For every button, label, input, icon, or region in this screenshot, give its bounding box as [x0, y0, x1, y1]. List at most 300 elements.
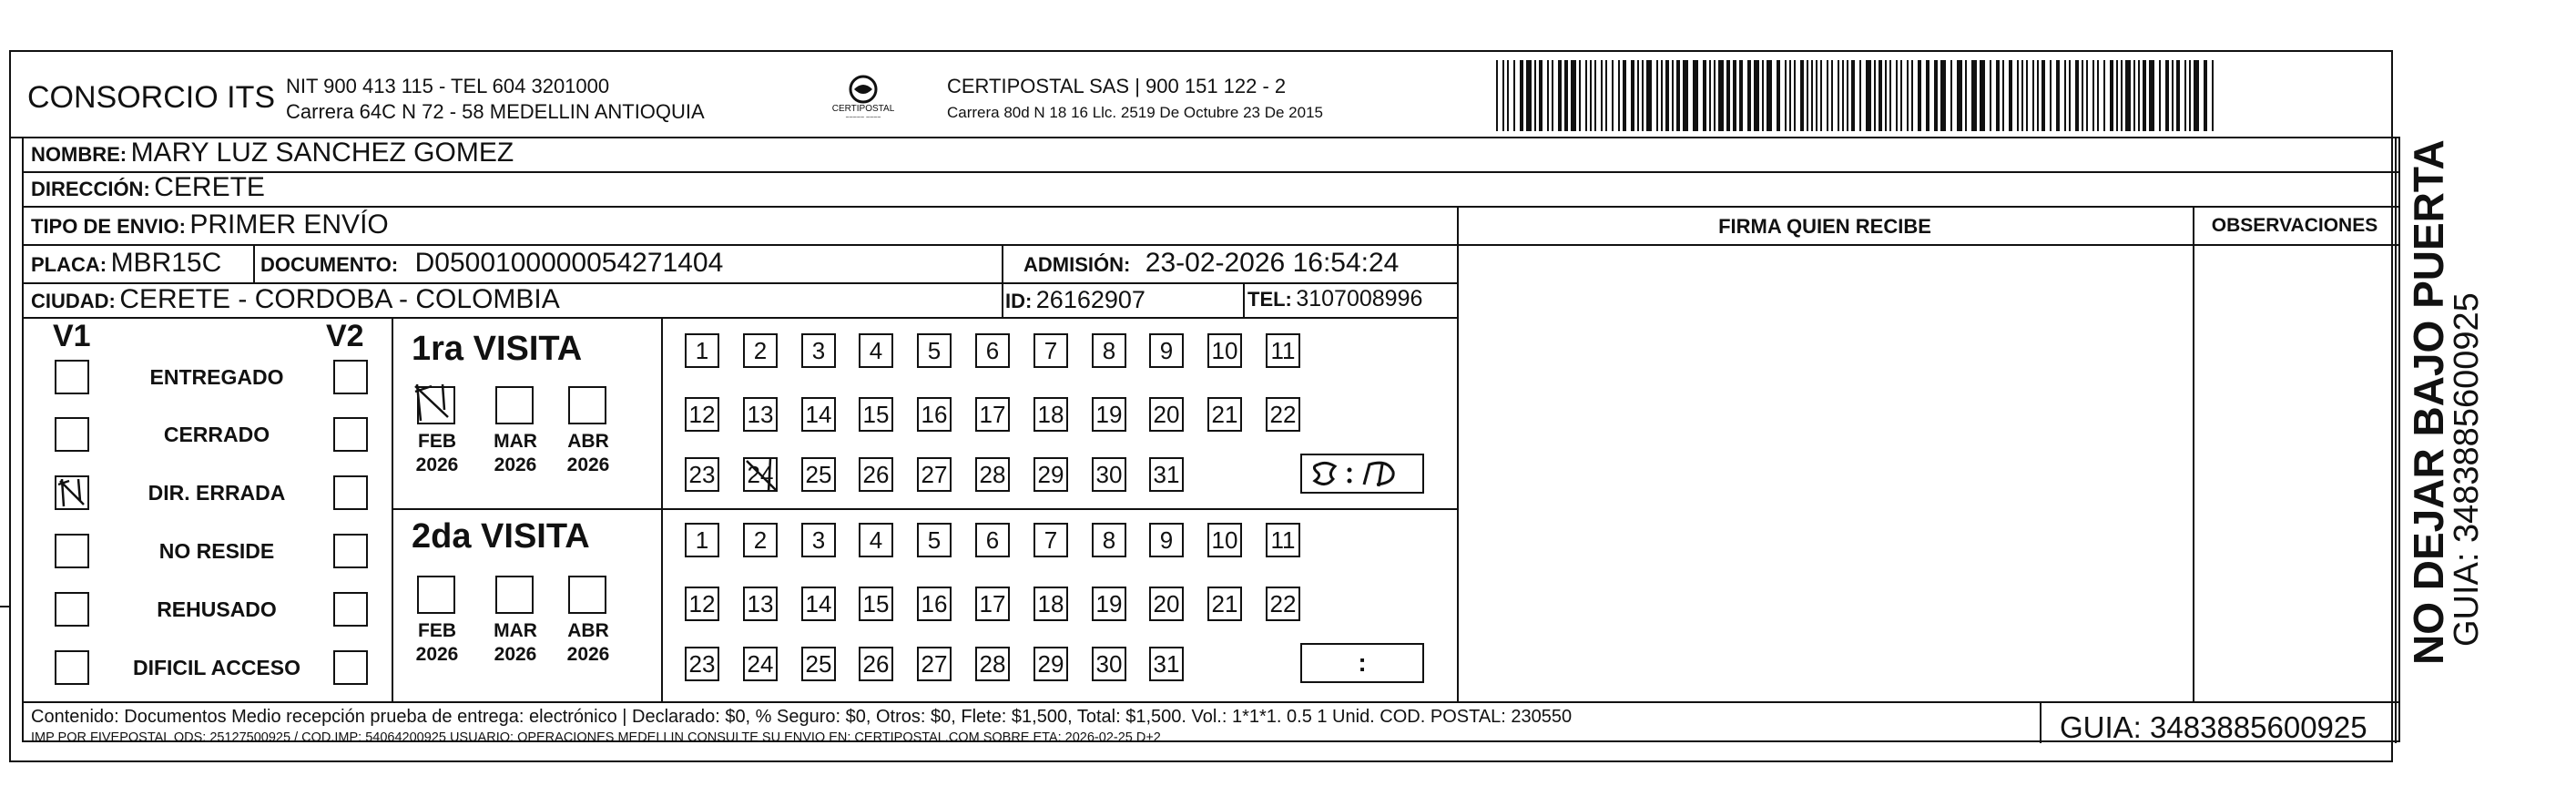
- second-visit-day-19[interactable]: [1092, 587, 1126, 621]
- barcode-bar: [1733, 60, 1736, 131]
- second-visit-month-year: 2026: [415, 644, 459, 665]
- barcode-bar: [1520, 60, 1523, 131]
- first-visit-day-label: 25: [805, 460, 832, 488]
- first-visit-month-name: FEB: [418, 431, 456, 452]
- barcode-bar: [1612, 60, 1614, 131]
- barcode-bar: [2176, 60, 2180, 131]
- nit-line-2: Carrera 64C N 72 - 58 MEDELLIN ANTIOQUIA: [286, 100, 705, 123]
- first-visit-day-label: 13: [747, 400, 774, 428]
- first-visit-day-label: 1: [695, 336, 709, 364]
- v2-checkbox-dificil-acceso[interactable]: [333, 650, 368, 685]
- second-visit-day-label: 30: [1095, 649, 1123, 678]
- first-visit-day-21[interactable]: [1207, 397, 1242, 432]
- second-visit-day-30[interactable]: [1092, 647, 1126, 681]
- barcode-bar: [1851, 60, 1855, 131]
- barcode-bar: [2064, 60, 2066, 131]
- rule: [2040, 703, 2041, 743]
- handwritten-time-mark: [1306, 457, 1422, 492]
- barcode-bar: [1502, 60, 1504, 131]
- first-visit-month-label-abr: [561, 430, 616, 477]
- first-visit-day-5[interactable]: [917, 333, 952, 368]
- first-visit-day-30[interactable]: [1092, 457, 1126, 492]
- barcode-bar: [1866, 60, 1871, 131]
- barcode-bar: [1996, 60, 2000, 131]
- barcode-bar: [1693, 60, 1698, 131]
- first-visit-day-label: 11: [1270, 336, 1296, 364]
- barcode-bar: [1831, 60, 1833, 131]
- first-visit-day-25[interactable]: [801, 457, 836, 492]
- second-visit-day-31[interactable]: [1149, 647, 1184, 681]
- barcode-bar: [1990, 60, 1991, 131]
- first-visit-time-box[interactable]: [1300, 454, 1424, 494]
- tel-value: 3107008996: [1296, 286, 1423, 311]
- second-visit-day-7[interactable]: [1033, 523, 1068, 557]
- barcode-bar: [1957, 60, 1962, 131]
- rule: [22, 244, 1459, 246]
- first-visit-day-label: 4: [869, 336, 883, 364]
- barcode-bar: [2017, 60, 2019, 131]
- first-visit-day-9[interactable]: [1149, 333, 1184, 368]
- second-visit-day-label: 20: [1153, 589, 1180, 617]
- second-visit-day-label: 15: [862, 589, 890, 617]
- second-visit-month-checkbox-abr[interactable]: [568, 576, 606, 614]
- second-visit-day-20[interactable]: [1149, 587, 1184, 621]
- first-visit-day-23[interactable]: [685, 457, 719, 492]
- barcode-bar: [2125, 60, 2131, 131]
- second-visit-day-label: 9: [1159, 526, 1174, 554]
- first-visit-day-18[interactable]: [1033, 397, 1068, 432]
- barcode-bar: [1980, 60, 1985, 131]
- first-visit-day-6[interactable]: [975, 333, 1010, 368]
- barcode-bar: [2097, 60, 2099, 131]
- first-visit-day-label: 8: [1102, 336, 1116, 364]
- first-visit-day-11[interactable]: [1266, 333, 1300, 368]
- firma-header: FIRMA QUIEN RECIBE: [1718, 215, 1931, 238]
- barcode-bar: [1718, 60, 1724, 131]
- v2-checkbox-rehusado[interactable]: [333, 592, 368, 627]
- first-visit-day-19[interactable]: [1092, 397, 1126, 432]
- v2-checkbox-no-reside[interactable]: [333, 534, 368, 568]
- rule: [2193, 206, 2194, 703]
- barcode-bar: [1794, 60, 1796, 131]
- second-visit-day-10[interactable]: [1207, 523, 1242, 557]
- margin-tick: [0, 606, 9, 607]
- rule: [392, 508, 1459, 510]
- second-visit-day-label: 3: [811, 526, 826, 554]
- second-visit-month-name: MAR: [494, 620, 537, 641]
- second-visit-day-13[interactable]: [743, 587, 778, 621]
- barcode-bar: [1672, 60, 1674, 131]
- first-visit-day-16[interactable]: [917, 397, 952, 432]
- barcode-bar: [1816, 60, 1817, 131]
- barcode-bar: [2138, 60, 2140, 131]
- second-visit-day-label: 5: [927, 526, 942, 554]
- second-visit-day-8[interactable]: [1092, 523, 1126, 557]
- nit-line-1: NIT 900 413 115 - TEL 604 3201000: [286, 75, 610, 97]
- second-visit-month-name: ABR: [567, 620, 609, 641]
- second-visit-month-year: 2026: [494, 644, 537, 665]
- tel-label: TEL:: [1247, 288, 1292, 311]
- status-label-entregado: ENTREGADO: [149, 365, 284, 389]
- barcode-bar: [2116, 60, 2118, 131]
- barcode-bar: [1683, 60, 1688, 131]
- barcode-bar: [1926, 60, 1929, 131]
- v1-header: V1: [53, 319, 91, 353]
- barcode-bar: [1726, 60, 1730, 131]
- barcode-bar: [1807, 60, 1808, 131]
- first-visit-month-year: 2026: [494, 454, 537, 475]
- first-visit-day-label: 31: [1153, 460, 1180, 488]
- barcode-bar: [1842, 60, 1844, 131]
- rule: [2395, 137, 2397, 743]
- v1-checkbox-no-reside[interactable]: [55, 534, 89, 568]
- barcode-bar: [1767, 60, 1772, 131]
- direccion-row: [31, 172, 265, 203]
- tipo-envio-label: TIPO DE ENVIO:: [31, 215, 186, 238]
- second-visit-day-4[interactable]: [859, 523, 893, 557]
- barcode-bar: [2026, 60, 2028, 131]
- first-visit-day-label: 30: [1095, 460, 1123, 488]
- first-visit-day-label: 24: [747, 460, 774, 488]
- v2-checkbox-entregado[interactable]: [333, 360, 368, 394]
- second-visit-day-26[interactable]: [859, 647, 893, 681]
- barcode-bar: [1605, 60, 1607, 131]
- first-visit-title: 1ra VISITA: [412, 330, 583, 368]
- second-visit-day-label: 17: [979, 589, 1006, 617]
- rule: [22, 206, 2400, 208]
- barcode-bar: [2056, 60, 2060, 131]
- second-visit-day-label: 18: [1037, 589, 1064, 617]
- second-visit-day-18[interactable]: [1033, 587, 1068, 621]
- barcode-bar: [1800, 60, 1804, 131]
- second-visit-day-23[interactable]: [685, 647, 719, 681]
- second-visit-day-11[interactable]: [1266, 523, 1300, 557]
- barcode-bar: [1896, 60, 1898, 131]
- first-visit-day-20[interactable]: [1149, 397, 1184, 432]
- barcode-bar: [2110, 60, 2113, 131]
- second-visit-day-5[interactable]: [917, 523, 952, 557]
- second-visit-day-14[interactable]: [801, 587, 836, 621]
- id-label: ID:: [1005, 290, 1033, 312]
- first-visit-day-7[interactable]: [1033, 333, 1068, 368]
- barcode-bar: [2032, 60, 2034, 131]
- first-visit-day-2[interactable]: [743, 333, 778, 368]
- second-visit-day-label: 25: [805, 649, 832, 678]
- footer-line-1: Contenido: Documentos Medio recepción prueba de entrega: electrónico | Declarado: $0, % Seguro: $0, Otros: $0, Flete: $1,500, Total: $1,500. Vol.: 1*1*1. 0.5 1 Unid. COD. POSTAL: 230550: [31, 707, 1573, 727]
- first-visit-day-29[interactable]: [1033, 457, 1068, 492]
- barcode-bar: [1703, 60, 1706, 131]
- barcode-bar: [1539, 60, 1543, 131]
- barcode-bar: [2103, 60, 2105, 131]
- second-visit-day-29[interactable]: [1033, 647, 1068, 681]
- barcode-bar: [2050, 60, 2052, 131]
- first-visit-day-15[interactable]: [859, 397, 893, 432]
- v1-checkbox-dir-errada[interactable]: [55, 475, 89, 510]
- id-row: [1005, 286, 1145, 314]
- second-visit-day-12[interactable]: [685, 587, 719, 621]
- barcode-bar: [1918, 60, 1921, 131]
- rule: [1002, 244, 1003, 319]
- second-visit-time-box[interactable]: [1300, 643, 1424, 683]
- barcode-bar: [1623, 60, 1626, 131]
- barcode-bar: [1656, 60, 1658, 131]
- second-visit-day-17[interactable]: [975, 587, 1010, 621]
- rule: [1457, 206, 1459, 703]
- ciudad-label: CIUDAD:: [31, 290, 116, 312]
- admision-row: [1023, 248, 1399, 279]
- status-label-cerrado: CERRADO: [163, 423, 270, 446]
- first-visit-day-31[interactable]: [1149, 457, 1184, 492]
- certipostal-logo: [827, 73, 900, 126]
- first-visit-day-label: 16: [921, 400, 948, 428]
- barcode-bar: [1934, 60, 1938, 131]
- first-visit-day-27[interactable]: [917, 457, 952, 492]
- barcode-bar: [2009, 60, 2012, 131]
- barcode-bar: [1971, 60, 1977, 131]
- tipo-envio-value: PRIMER ENVÍO: [189, 209, 389, 240]
- second-visit-day-9[interactable]: [1149, 523, 1184, 557]
- second-visit-month-checkbox-mar[interactable]: [495, 576, 534, 614]
- v1-checkbox-dificil-acceso[interactable]: [55, 650, 89, 685]
- barcode-bar: [2082, 60, 2083, 131]
- first-visit-day-13[interactable]: [743, 397, 778, 432]
- tipo-envio-row: [31, 209, 389, 240]
- barcode-bar: [1585, 60, 1587, 131]
- first-visit-day-label: 19: [1095, 400, 1123, 428]
- barcode-bar: [1534, 60, 1536, 131]
- no-dejar-warning: NO DEJAR BAJO PUERTA: [2405, 139, 2452, 665]
- second-visit-day-27[interactable]: [917, 647, 952, 681]
- first-visit-day-14[interactable]: [801, 397, 836, 432]
- first-visit-day-label: 27: [921, 460, 948, 488]
- second-visit-day-22[interactable]: [1266, 587, 1300, 621]
- cross-mark-icon: [743, 457, 779, 494]
- second-visit-day-16[interactable]: [917, 587, 952, 621]
- first-visit-month-label-feb: [410, 430, 464, 477]
- second-visit-day-25[interactable]: [801, 647, 836, 681]
- first-visit-day-8[interactable]: [1092, 333, 1126, 368]
- second-visit-day-label: 10: [1211, 526, 1238, 554]
- first-visit-day-label: 26: [862, 460, 890, 488]
- barcode-bar: [2069, 60, 2071, 131]
- placa-label: PLACA:: [31, 253, 107, 276]
- first-visit-day-label: 21: [1211, 400, 1238, 428]
- second-visit-day-label: 1: [695, 526, 709, 554]
- second-visit-day-2[interactable]: [743, 523, 778, 557]
- barcode-bar: [1676, 60, 1680, 131]
- first-visit-day-28[interactable]: [975, 457, 1010, 492]
- company-name: CONSORCIO ITS: [27, 80, 276, 115]
- barcode-bar: [1874, 60, 1876, 131]
- barcode-bar: [1714, 60, 1716, 131]
- first-visit-day-1[interactable]: [685, 333, 719, 368]
- v1-checkbox-rehusado[interactable]: [55, 592, 89, 627]
- second-visit-day-label: 7: [1044, 526, 1058, 554]
- barcode-bar: [1513, 60, 1515, 131]
- barcode-bar: [1811, 60, 1813, 131]
- barcode-bar: [1907, 60, 1909, 131]
- second-visit-day-21[interactable]: [1207, 587, 1242, 621]
- barcode-bar: [1601, 60, 1603, 131]
- barcode-bar: [1665, 60, 1669, 131]
- barcode-bar: [1911, 60, 1913, 131]
- first-visit-day-label: 23: [688, 460, 716, 488]
- second-visit-day-3[interactable]: [801, 523, 836, 557]
- barcode-bar: [1646, 60, 1652, 131]
- rule: [392, 317, 393, 703]
- first-visit-day-label: 2: [753, 336, 768, 364]
- barcode-bar: [1820, 60, 1822, 131]
- second-visit-day-label: 8: [1102, 526, 1116, 554]
- barcode-bar: [1496, 60, 1498, 131]
- barcode-bar: [2021, 60, 2023, 131]
- barcode-bar: [1507, 60, 1509, 131]
- second-visit-day-label: 26: [862, 649, 890, 678]
- barcode-bar: [1590, 60, 1592, 131]
- ciudad-value: CERETE - CORDOBA - COLOMBIA: [119, 284, 560, 314]
- barcode-bar: [1859, 60, 1861, 131]
- admision-value: 23-02-2026 16:54:24: [1145, 248, 1400, 278]
- second-visit-day-24[interactable]: [743, 647, 778, 681]
- first-visit-day-10[interactable]: [1207, 333, 1242, 368]
- second-visit-day-28[interactable]: [975, 647, 1010, 681]
- barcode-bar: [1579, 60, 1581, 131]
- second-visit-month-checkbox-feb[interactable]: [417, 576, 455, 614]
- nombre-value: MARY LUZ SANCHEZ GOMEZ: [130, 138, 514, 168]
- placa-value: MBR15C: [110, 248, 222, 278]
- first-visit-day-12[interactable]: [685, 397, 719, 432]
- rule: [1457, 244, 2400, 246]
- first-visit-day-label: 10: [1211, 336, 1238, 364]
- second-visit-day-1[interactable]: [685, 523, 719, 557]
- certipostal-line-2: Carrera 80d N 18 16 Llc. 2519 De Octubre 23 De 2015: [947, 104, 1323, 121]
- documento-label: DOCUMENTO:: [260, 253, 399, 276]
- first-visit-month-checkbox-abr[interactable]: [568, 386, 606, 424]
- second-visit-day-label: 24: [747, 649, 774, 678]
- barcode-bar: [1558, 60, 1562, 131]
- v1-checkbox-cerrado[interactable]: [55, 417, 89, 452]
- barcode-bar: [2121, 60, 2123, 131]
- second-visit-month-label-mar: [488, 619, 543, 667]
- second-visit-month-label-feb: [410, 619, 464, 667]
- barcode-bar: [1762, 60, 1764, 131]
- first-visit-day-label: 20: [1153, 400, 1180, 428]
- first-visit-day-3[interactable]: [801, 333, 836, 368]
- second-visit-day-label: 31: [1153, 649, 1180, 678]
- barcode-bar: [1889, 60, 1891, 131]
- barcode-bar: [2212, 60, 2214, 131]
- status-label-rehusado: REHUSADO: [157, 597, 277, 621]
- first-visit-day-label: 28: [979, 460, 1006, 488]
- second-visit-day-label: 23: [688, 649, 716, 678]
- second-visit-day-label: 4: [869, 526, 883, 554]
- barcode-bar: [1526, 60, 1532, 131]
- barcode-bar: [2092, 60, 2094, 131]
- second-visit-day-label: 21: [1211, 589, 1238, 617]
- second-visit-day-label: 29: [1037, 649, 1064, 678]
- barcode-bar: [2133, 60, 2135, 131]
- second-visit-day-label: 14: [805, 589, 832, 617]
- status-label-dir-errada: DIR. ERRADA: [148, 481, 286, 505]
- second-visit-day-label: 12: [688, 589, 716, 617]
- second-visit-day-6[interactable]: [975, 523, 1010, 557]
- second-visit-month-year: 2026: [566, 644, 610, 665]
- barcode-bar: [1637, 60, 1639, 131]
- second-visit-month-name: FEB: [418, 620, 456, 641]
- first-visit-day-label: 7: [1044, 336, 1058, 364]
- observaciones-header: OBSERVACIONES: [2211, 215, 2378, 236]
- first-visit-month-year: 2026: [415, 454, 459, 475]
- first-visit-day-label: 14: [805, 400, 832, 428]
- barcode-bar: [1571, 60, 1576, 131]
- barcode-bar: [2002, 60, 2004, 131]
- second-visit-day-label: 19: [1095, 589, 1123, 617]
- first-visit-day-17[interactable]: [975, 397, 1010, 432]
- barcode-bar: [1777, 60, 1780, 131]
- footer-guia: GUIA: 3483885600925: [2060, 710, 2367, 744]
- second-visit-month-label-abr: [561, 619, 616, 667]
- barcode-bar: [1618, 60, 1620, 131]
- ciudad-row: [31, 284, 560, 315]
- barcode-bar: [1785, 60, 1787, 131]
- tel-row: [1247, 286, 1422, 312]
- barcode-bar: [1879, 60, 1882, 131]
- first-visit-day-24[interactable]: [743, 457, 778, 492]
- barcode-bar: [1847, 60, 1848, 131]
- logo-text: CERTIPOSTAL: [831, 104, 895, 114]
- first-visit-month-name: MAR: [494, 431, 537, 452]
- v2-checkbox-dir-errada[interactable]: [333, 475, 368, 510]
- barcode-bar: [2184, 60, 2186, 131]
- v2-checkbox-cerrado[interactable]: [333, 417, 368, 452]
- rule: [1243, 282, 1245, 319]
- certipostal-line-1: CERTIPOSTAL SAS | 900 151 122 - 2: [947, 75, 1287, 97]
- barcode-bar: [1789, 60, 1791, 131]
- first-visit-day-label: 5: [927, 336, 942, 364]
- direccion-label: DIRECCIÓN:: [31, 178, 150, 200]
- barcode-bar: [1739, 60, 1743, 131]
- barcode-bar: [2086, 60, 2088, 131]
- direccion-value: CERETE: [154, 172, 265, 202]
- first-visit-day-label: 18: [1037, 400, 1064, 428]
- rule: [22, 701, 2400, 703]
- barcode-bar: [2194, 60, 2199, 131]
- barcode-bar: [1950, 60, 1952, 131]
- id-value: 26162907: [1035, 286, 1145, 313]
- barcode-bar: [2189, 60, 2191, 131]
- barcode-bar: [2041, 60, 2045, 131]
- second-visit-day-label: 2: [753, 526, 768, 554]
- side-guia: GUIA: 3483885600925: [2448, 292, 2486, 647]
- second-visit-day-15[interactable]: [859, 587, 893, 621]
- barcode-bar: [1827, 60, 1828, 131]
- second-visit-day-label: 27: [921, 649, 948, 678]
- v1-checkbox-entregado[interactable]: [55, 360, 89, 394]
- barcode-bar: [2143, 60, 2146, 131]
- first-visit-day-label: 22: [1269, 400, 1297, 428]
- admision-label: ADMISIÓN:: [1023, 253, 1131, 276]
- first-visit-month-checkbox-mar[interactable]: [495, 386, 534, 424]
- first-visit-day-label: 6: [985, 336, 1000, 364]
- barcode-bar: [2172, 60, 2174, 131]
- first-visit-day-4[interactable]: [859, 333, 893, 368]
- second-visit-day-label: 22: [1269, 589, 1297, 617]
- placa-row: [31, 248, 221, 279]
- first-visit-month-checkbox-feb[interactable]: [417, 386, 455, 424]
- barcode-bar: [1940, 60, 1946, 131]
- first-visit-day-26[interactable]: [859, 457, 893, 492]
- first-visit-day-22[interactable]: [1266, 397, 1300, 432]
